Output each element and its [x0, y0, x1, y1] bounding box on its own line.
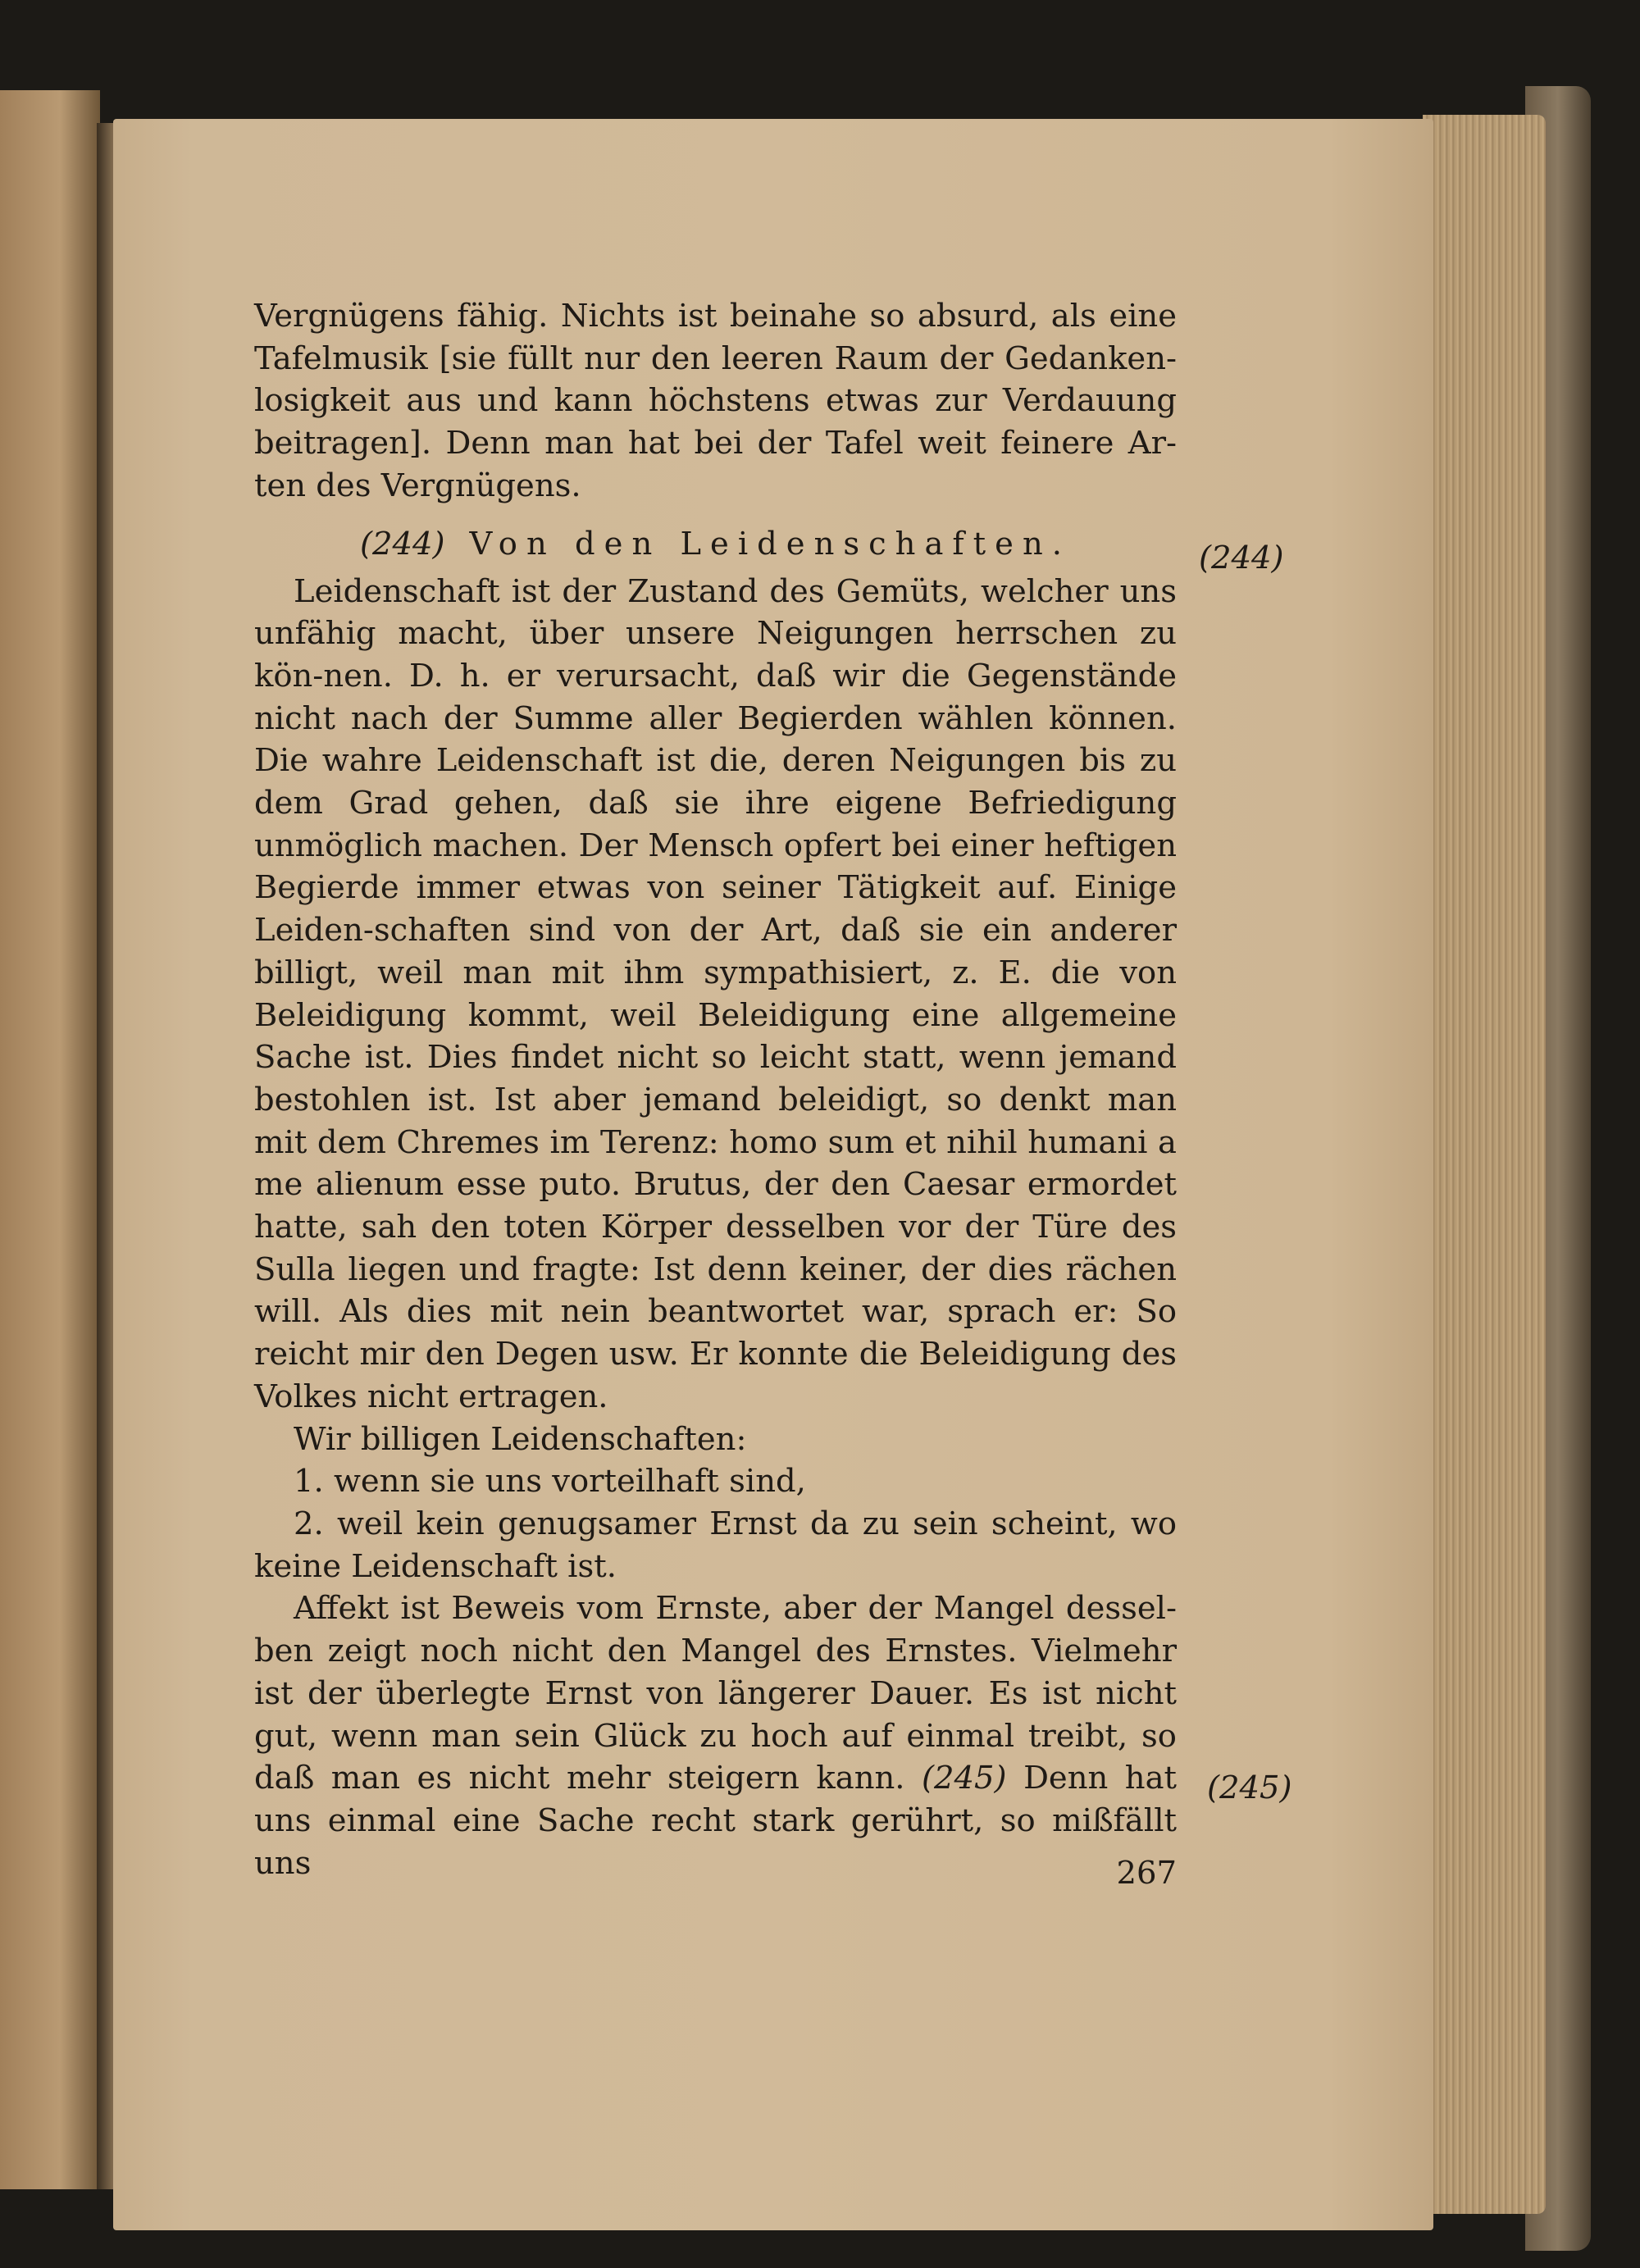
list-item: 1. wenn sie uns vorteilhaft sind, [294, 1463, 806, 1501]
paragraph-affekt-part1: Affekt ist Beweis vom Ernste, aber der Mangel dessel-ben zeigt noch nicht den Mangel des Ernstes. Vielmehr ist der überlegte Ernst von längerer Dauer. Es ist nicht gut, wenn man sein Glück zu hoch auf einmal treibt, so daß man es nicht mehr steigern kann. [254, 1590, 1177, 1797]
book-gutter [97, 123, 115, 2189]
facing-page-edge [0, 90, 100, 2189]
paragraph-continued: Vergnügens fähig. Nichts ist beinahe so absurd, als eine Tafelmusik [sie füllt nur den leeren Raum der Gedanken-losigkeit aus und kann höchstens etwas zur Verdauung beitragen]. Denn man hat bei der Tafel weit feinere Ar-ten des Vergnügens. [254, 298, 1177, 504]
inline-page-marker: (245) [922, 1760, 1007, 1797]
paragraph-affekt-part2: Denn hat uns einmal eine Sache recht stark gerührt, so mißfällt uns [254, 1760, 1178, 1882]
paragraph-affekt [254, 1587, 1177, 1884]
list-item: 2. weil kein genugsamer Ernst da zu sein scheint, wo keine Leidenschaft ist. [254, 1505, 1177, 1585]
page-block-edges [1423, 115, 1546, 2214]
page-body [254, 295, 1177, 1884]
section-title: Von den Leidenschaften. [469, 525, 1071, 562]
section-number: (244) [360, 525, 445, 562]
paragraph-leidenschaft: Leidenschaft ist der Zustand des Gemüts, welcher uns unfähig macht, über unsere Neigungen herrschen zu kön-nen. D. h. er verursacht, daß wir die Gegenstände nicht nach der Summe aller Begierden wählen können. Die wahre Leidenschaft ist die, deren Neigungen bis zu dem Grad gehen, daß sie ihre eigene Befriedigung unmöglich machen. Der Mensch opfert bei einer heftigen Begierde immer etwas von seiner Tätigkeit auf. Einige Leiden-schaften sind von der Art, daß sie ein anderer billigt, weil man mit ihm sympathisiert, z. E. die von Beleidigung kommt, weil Beleidigung eine allgemeine Sache ist. Dies findet nicht so leicht statt, wenn jemand bestohlen ist. Ist aber jemand beleidigt, so denkt man mit dem Chremes im Terenz: homo sum et nihil humani a me alienum esse puto. Brutus, der den Caesar ermordet hatte, sah den toten Körper desselben vor der Türe des Sulla liegen und fragte: Ist denn keiner, der dies rächen will. Als dies mit nein beantwortet war, sprach er: So reicht mir den Degen usw. Er konnte die Beleidigung des Volkes nicht ertragen. [254, 572, 1177, 1415]
margin-note-244: (244) [1199, 540, 1284, 576]
margin-note-245: (245) [1207, 1769, 1292, 1806]
page-number: 267 [1116, 1855, 1177, 1892]
paragraph-list-intro: Wir billigen Leidenschaften: [294, 1420, 747, 1458]
section-heading [254, 523, 1177, 566]
